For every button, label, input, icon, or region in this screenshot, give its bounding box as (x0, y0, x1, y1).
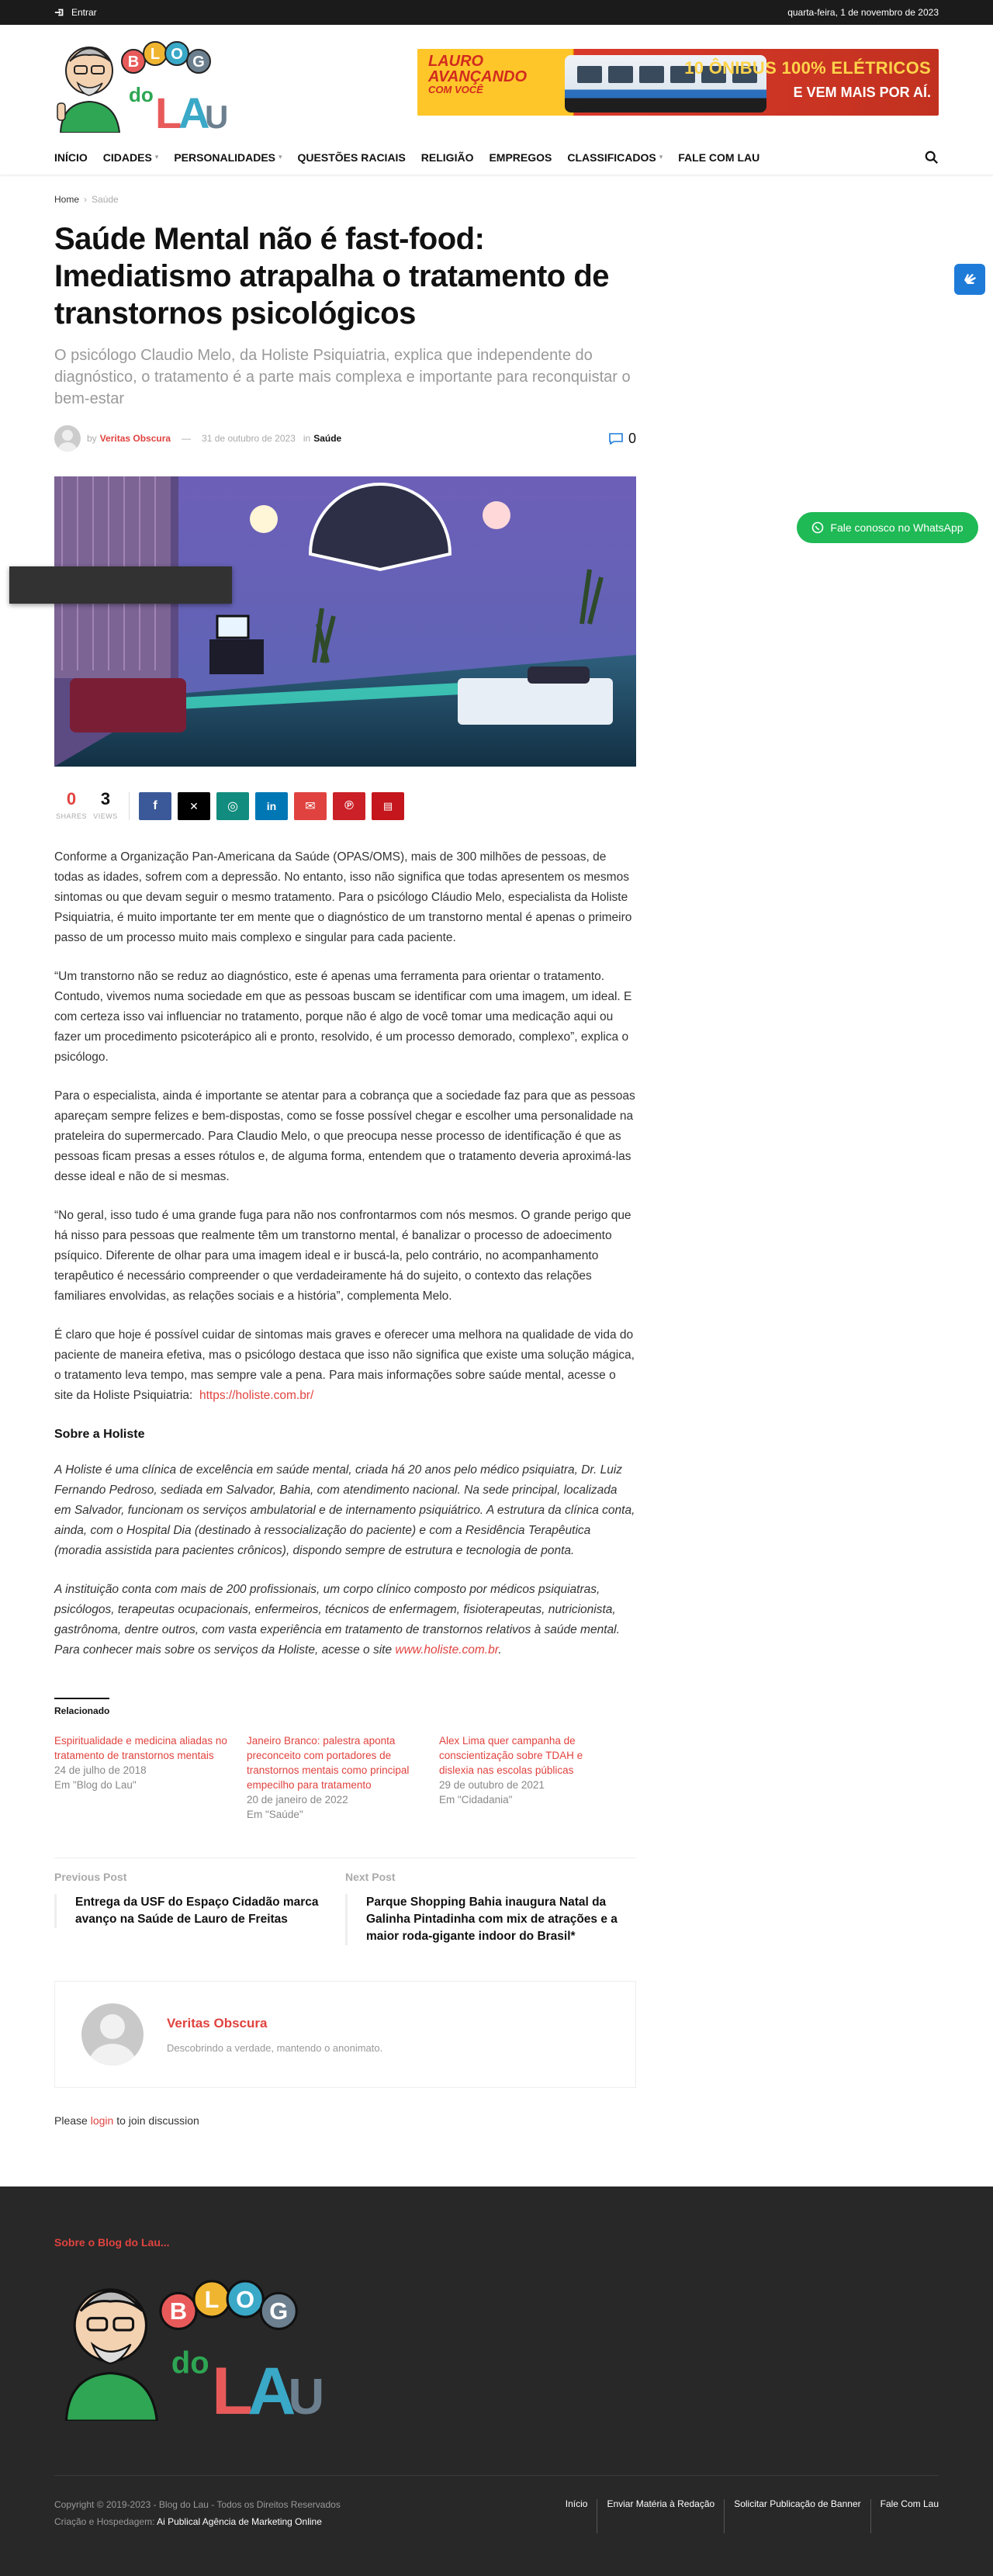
nav-item-empregos[interactable] (489, 151, 552, 164)
sign-language-icon (960, 269, 980, 289)
nav-item-label: CIDADES (102, 151, 152, 164)
author-avatar[interactable] (54, 425, 81, 452)
comment-count: 0 (628, 430, 636, 446)
footer-logo (54, 2266, 334, 2421)
featured-image (54, 476, 636, 767)
related-post-date: 24 de julho de 2018 (54, 1764, 147, 1776)
svg-text:L: L (204, 2285, 220, 2313)
discuss-text: Please (54, 2114, 88, 2127)
article-meta (54, 425, 636, 452)
author-box-avatar[interactable] (81, 2003, 144, 2065)
breadcrumb-home[interactable]: Home (54, 194, 80, 205)
whatsapp-contact-button[interactable] (797, 512, 978, 543)
paragraph (54, 1325, 636, 1406)
related-post-category: Em "Saúde" (247, 1809, 303, 1820)
login-to-discuss-link[interactable]: login (90, 2114, 114, 2127)
nav-item-personalidades[interactable] (174, 151, 282, 164)
related-post (247, 1733, 424, 1822)
banner-text: LAURO (428, 53, 484, 70)
footer-link[interactable]: Fale Com Lau (870, 2499, 939, 2533)
copyright-text: Copyright © 2019-2023 - Blog do Lau - Todos os Direitos Reservados (54, 2499, 341, 2510)
x-icon: ✕ (189, 799, 199, 812)
nav-item-label: FALE COM LAU (678, 151, 760, 164)
paragraph-text: A instituição conta com mais de 200 profissionais, um corpo clínico composto por médicos psiquiatras, psicólogos, terapeutas ocupacionais, enfermeiros, técnicos de enfermagem, fisioterapeutas, nutricionista, gastrônoma, dentre outros, com vasta experiência em tratamento de transtornos relativos à saúde mental. Para conhecer mais sobre os serviços da Holiste, acesse o site (54, 1583, 620, 1657)
footer-bottom (54, 2475, 939, 2533)
overlay-bar (9, 566, 232, 604)
svg-text:A: A (247, 2353, 296, 2421)
author-box-name[interactable]: Veritas Obscura (167, 2015, 268, 2031)
nav-item-label: PERSONALIDADES (174, 151, 276, 164)
previous-post-label: Previous Post (54, 1871, 127, 1883)
svg-text:O: O (171, 46, 183, 63)
related-post-title[interactable]: Espiritualidade e medicina aliadas no tratamento de transtornos mentais (54, 1735, 227, 1761)
shares-count (54, 790, 88, 822)
breadcrumb-current[interactable]: Saúde (92, 194, 119, 205)
svg-text:B: B (127, 54, 140, 71)
footer-link[interactable]: Início (565, 2498, 588, 2509)
breadcrumb-sep: › (84, 194, 88, 205)
next-post-title: Parque Shopping Bahia inaugura Natal da Galinha Pintadinha com mix de atrações e a maior roda-gigante indoor do Brasil* (345, 1894, 621, 1945)
logo-graphic (54, 32, 233, 133)
views-value: 3 (100, 789, 111, 808)
agency-link[interactable]: Ai Publical Agência de Marketing Online (157, 2516, 322, 2527)
share-flipboard-button[interactable] (372, 792, 404, 820)
nav-item-classificados[interactable] (567, 151, 663, 164)
banner-right (684, 58, 931, 101)
whatsapp-label: Fale conosco no WhatsApp (830, 521, 964, 534)
hosting-credit (54, 2516, 341, 2527)
shares-label: SHARES (55, 812, 87, 820)
svg-text:do: do (171, 2346, 209, 2380)
related-post (439, 1733, 616, 1822)
share-email-button[interactable] (294, 792, 327, 820)
banner-text: COM VOCÊ (428, 84, 483, 95)
next-post-link[interactable] (345, 1871, 636, 1945)
paragraph: A Holiste é uma clínica de excelência em saúde mental, criada há 20 anos pelo médico psiquiatra, Dr. Luiz Fernando Pedroso, sediada em Salvador, Bahia, com atendimento nacional. Na sede principal, localizada em Salvador, funcionam os serviços ambulatorial e de internamento psiquiátrico. A estrutura da clínica conta, ainda, com o Hospital Dia (destinado à ressocialização do paciente) e com a Residência Terapêutica (moradia assistida para pacientes crônicos), dispondo sempre de estrutura e tecnologia de ponta. (54, 1463, 635, 1557)
nav-item-questões-raciais[interactable] (298, 151, 406, 164)
views-label: VIEWS (93, 812, 118, 820)
top-bar (0, 0, 993, 25)
nav-item-label: RELIGIÃO (420, 151, 474, 164)
author-box (54, 1981, 636, 2088)
footer-links (556, 2499, 939, 2533)
nav-item-label: INÍCIO (54, 151, 88, 164)
footer-link[interactable]: Solicitar Publicação de Banner (724, 2499, 870, 2533)
paragraph (54, 1580, 636, 1660)
related-post-date: 29 de outubro de 2021 (439, 1779, 545, 1791)
next-post-label: Next Post (345, 1871, 396, 1883)
svg-text:A: A (178, 88, 210, 133)
share-linkedin-button[interactable] (255, 792, 288, 820)
paragraph: Para o especialista, ainda é importante se atentar para a cobrança que a sociedade faz para que as pessoas apareçam sempre felizes e bem-dispostas, como se fosse possível chegar e escolher uma personalidade na prateleira do supermercado. Para Claudio Melo, o que preocupa nesse processo de identificação é que as pessoas ficam presas a esses rótulos e, de alguma forma, entendem que o tratamento deveria aproximá-las desse ideal e não de si mesmas. (54, 1089, 635, 1183)
login-link[interactable] (54, 7, 97, 18)
post-navigation (54, 1858, 636, 1945)
svg-text:O: O (236, 2285, 255, 2313)
svg-text:do: do (129, 83, 154, 106)
footer-logo-graphic (54, 2266, 334, 2421)
flipboard-icon: ▤ (382, 800, 393, 812)
svg-text:L: L (150, 46, 161, 63)
nav-item-fale-com-lau[interactable] (678, 151, 759, 164)
banner-text: E VEM MAIS POR AÍ. (793, 85, 931, 100)
holiste-link[interactable]: https://holiste.com.br/ (199, 1389, 314, 1402)
login-label: Entrar (71, 7, 97, 18)
facebook-icon: f (153, 799, 157, 812)
svg-text:L: L (155, 88, 182, 133)
previous-post-link[interactable] (54, 1871, 345, 1945)
nav-item-label: CLASSIFICADOS (567, 151, 656, 164)
shares-value: 0 (66, 789, 77, 808)
nav-item-início[interactable] (54, 151, 88, 164)
site-logo[interactable] (54, 32, 233, 133)
ad-banner[interactable] (417, 49, 939, 116)
hosting-label: Criação e Hospedagem: (54, 2516, 155, 2527)
paragraph: Conforme a Organização Pan-Americana da Saúde (OPAS/OMS), mais de 300 milhões de pessoas, de todas as idades, sofrem com a depressão. No entanto, isso não significa que todas apresentem os mesmos sintomas ou que devam seguir o mesmo tratamento. Para o psicólogo Cláudio Melo, especialista da Holiste Psiquiatria, é muito importante ter em mente que o diagnóstico de um transtorno mental é apenas o primeiro passo de um processo muito mais complexo e singular para cada paciente. (54, 850, 632, 944)
chevron-down-icon: ▾ (279, 153, 282, 161)
author-link[interactable]: Veritas Obscura (99, 433, 171, 444)
post-date: 31 de outubro de 2023 (202, 433, 296, 444)
banner-text: AVANÇANDO (428, 68, 528, 85)
top-date: quarta-feira, 1 de novembro de 2023 (787, 7, 939, 18)
chevron-down-icon: ▾ (659, 153, 663, 161)
search-icon[interactable] (925, 151, 939, 164)
article-subtitle: O psicólogo Claudio Melo, da Holiste Psiquiatria, explica que independente do diagnóstico, o tratamento é a parte mais complexa e importante para reconquistar o bem-estar (54, 347, 631, 407)
envelope-icon: ✉ (305, 800, 316, 813)
related-post-date: 20 de janeiro de 2022 (247, 1794, 348, 1806)
whatsapp-icon (811, 521, 824, 534)
meta-dash: — (182, 433, 192, 444)
paragraph: “No geral, isso tudo é uma grande fuga para não nos confrontarmos com nós mesmos. O grande perigo que há nisso para pessoas que realmente têm um transtorno mental, é banalizar o processo de adoecimento psíquico. Diferente de olhar para uma imagem ideal e ir buscá-la, pelo contrário, no acompanhamento terapêutico é necessário compreender o que verdadeiramente há do sujeito, o contexto das relações familiares envolvidas, as relações sociais e a história”, complementa Melo. (54, 1209, 631, 1303)
article-body (54, 847, 636, 1660)
page-title: Saúde Mental não é fast-food: Imediatismo atrapalha o tratamento de transtornos psicológicos (54, 222, 610, 331)
site-header (0, 25, 993, 140)
svg-text:G: G (269, 2297, 289, 2325)
svg-text:U: U (205, 99, 229, 133)
whatsapp-icon: ◎ (227, 800, 238, 813)
room-photo (54, 476, 636, 767)
related-post-category: Em "Cidadania" (439, 1794, 513, 1806)
nav-list (54, 151, 925, 164)
author-box-desc: Descobrindo a verdade, mantendo o anonimato. (167, 2041, 383, 2054)
main-nav (0, 140, 993, 175)
related-heading: Relacionado (54, 1698, 109, 1716)
related-post (54, 1733, 231, 1822)
accessibility-button[interactable] (954, 264, 985, 295)
svg-text:G: G (192, 54, 205, 71)
svg-text:B: B (169, 2297, 188, 2325)
discussion-prompt (54, 2114, 636, 2127)
category-link[interactable]: Saúde (313, 433, 342, 444)
svg-text:L: L (212, 2353, 253, 2421)
by-label: by (87, 433, 97, 444)
banner-text: 10 ÔNIBUS 100% ELÉTRICOS (684, 58, 931, 78)
svg-text:U: U (288, 2368, 325, 2421)
nav-item-label: QUESTÕES RACIAIS (297, 151, 406, 164)
share-whatsapp-button[interactable] (216, 792, 249, 820)
related-post-category: Em "Blog do Lau" (54, 1779, 137, 1791)
chevron-down-icon: ▾ (154, 153, 159, 161)
discuss-text: to join discussion (116, 2114, 199, 2127)
paragraph: “Um transtorno não se reduz ao diagnóstico, este é apenas uma ferramenta para orientar o tratamento. Contudo, vivemos numa sociedade em que as pessoas buscam se identificar com uma imagem, um ideal. E com certeza isso vai influenciar no tratamento, porque não é algo de você tomar uma medicação aqui ou fazer um procedimento psicoterápico ali e pronto, resolvido, é um processo demorado, complexo”, explica o psicólogo. (54, 970, 632, 1064)
share-x-button[interactable] (178, 792, 210, 820)
share-facebook-button[interactable] (139, 792, 171, 820)
breadcrumb (54, 194, 636, 205)
nav-item-cidades[interactable] (103, 151, 159, 164)
footer-title: Sobre o Blog do Lau... (54, 2236, 170, 2249)
previous-post-title: Entrega da USF do Espaço Cidadão marca avanço na Saúde de Lauro de Freitas (54, 1894, 330, 1928)
site-footer (0, 2186, 993, 2576)
share-divider (129, 792, 130, 820)
sign-in-icon (54, 7, 65, 18)
share-pinterest-button[interactable] (333, 792, 365, 820)
comments-link[interactable] (608, 431, 636, 447)
related-post-title[interactable]: Janeiro Branco: palestra aponta preconceito com portadores de transtornos mentais como principal empecilho para tratamento (247, 1735, 410, 1791)
holiste-site-link[interactable]: www.holiste.com.br (395, 1643, 499, 1657)
footer-link[interactable]: Enviar Matéria à Redação (597, 2499, 724, 2533)
linkedin-icon: in (266, 800, 277, 812)
footer-copyright (54, 2499, 341, 2533)
views-count (88, 790, 123, 822)
related-posts (54, 1733, 636, 1822)
paragraph-text: É claro que hoje é possível cuidar de sintomas mais graves e oferecer uma melhora na qualidade de vida do paciente de maneira efetiva, mas o psicólogo destaca que isso não significa que existe uma solução mágica, o tratamento leva tempo, mas sempre vale a pena. Para mais informações sobre saúde mental, acesse o site da Holiste Psiquiatria: (54, 1328, 635, 1402)
pinterest-icon: ℗ (344, 799, 354, 812)
nav-item-label: EMPREGOS (489, 151, 552, 164)
share-bar (54, 790, 636, 822)
section-heading: Sobre a Holiste (54, 1428, 145, 1441)
in-label: in (303, 433, 311, 444)
related-post-title[interactable]: Alex Lima quer campanha de conscientização sobre TDAH e dislexia nas escolas públicas (439, 1735, 583, 1776)
banner-left (417, 49, 573, 116)
article-column (54, 194, 636, 2127)
comment-icon (608, 432, 624, 445)
paragraph-text: . (498, 1643, 502, 1657)
nav-item-religião[interactable] (421, 151, 474, 164)
